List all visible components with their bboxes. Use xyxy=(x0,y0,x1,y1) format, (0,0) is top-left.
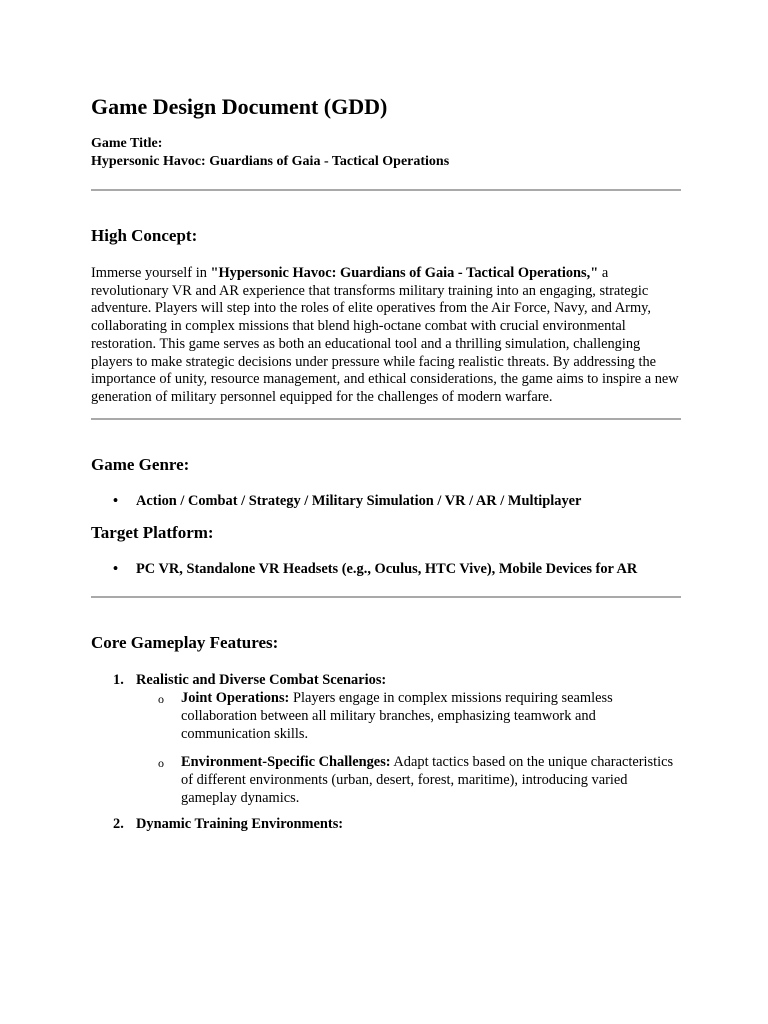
game-title: Hypersonic Havoc: Guardians of Gaia - Tactical Operations xyxy=(91,154,450,169)
feature-title: Realistic and Diverse Combat Scenarios: xyxy=(136,671,387,688)
feature-item xyxy=(91,672,681,808)
feature-sub-list xyxy=(136,689,681,807)
list-item xyxy=(91,560,681,578)
feature-title: Dynamic Training Environments: xyxy=(136,816,344,833)
feature-number: 2. xyxy=(113,816,124,833)
section-divider xyxy=(91,596,681,598)
sub-item-text: Players engage in complex missions requiring seamless collaboration between all military branches, emphasizing teamwork and communication skills. xyxy=(181,690,613,743)
document-title: Game Design Document (GDD) xyxy=(91,94,388,119)
bullet-icon: • xyxy=(113,492,119,509)
game-title-block xyxy=(91,135,681,171)
feature-number: 1. xyxy=(113,671,124,688)
high-concept-intro: Immerse yourself in xyxy=(91,265,211,281)
sub-item-text: Adapt tactics based on the unique characteristics of different environments (urban, desert, forest, maritime), introducing varied gameplay dynamics. xyxy=(181,754,674,807)
high-concept-heading: High Concept: xyxy=(91,226,198,245)
game-genre-heading: Game Genre: xyxy=(91,454,190,474)
game-title-label: Game Title: xyxy=(91,136,163,151)
game-genre-list xyxy=(91,492,681,510)
sub-bullet-icon: o xyxy=(158,756,164,771)
bullet-icon: • xyxy=(113,560,119,577)
core-gameplay-list xyxy=(91,672,681,834)
high-concept-game-name: "Hypersonic Havoc: Guardians of Gaia - Tactical Operations," xyxy=(210,265,599,281)
sub-item-label: Environment-Specific Challenges: xyxy=(181,754,391,771)
section-divider xyxy=(91,418,681,420)
high-concept-paragraph xyxy=(91,265,681,407)
high-concept-body: a revolutionary VR and AR experience that transforms military training into an engaging, strategic adventure. Players will step into the roles of elite operatives from the Air Force, Navy, and Army, collaborating in complex missions that blend high-octane combat with crucial environmental restoration. This game serves as both an educational tool and a thrilling simulation, challenging players to make strategic decisions under pressure while facing realistic threats. By addressing the importance of unity, resource management, and ethical considerations, the game aims to inspire a new generation of military personnel equipped for the challenges of modern warfare. xyxy=(91,265,679,405)
sub-list-item xyxy=(136,753,681,807)
feature-item xyxy=(91,816,681,834)
sub-list-item xyxy=(136,689,681,743)
list-item-text: PC VR, Standalone VR Headsets (e.g., Oculus, HTC Vive), Mobile Devices for AR xyxy=(136,560,638,577)
section-divider xyxy=(91,189,681,191)
core-gameplay-heading: Core Gameplay Features: xyxy=(91,632,279,652)
target-platform-list xyxy=(91,560,681,578)
target-platform-heading: Target Platform: xyxy=(91,522,214,542)
sub-item-label: Joint Operations: xyxy=(181,690,290,707)
list-item-text: Action / Combat / Strategy / Military Simulation / VR / AR / Multiplayer xyxy=(136,492,582,509)
list-item xyxy=(91,492,681,510)
document-content xyxy=(91,93,681,834)
sub-bullet-icon: o xyxy=(158,692,164,707)
